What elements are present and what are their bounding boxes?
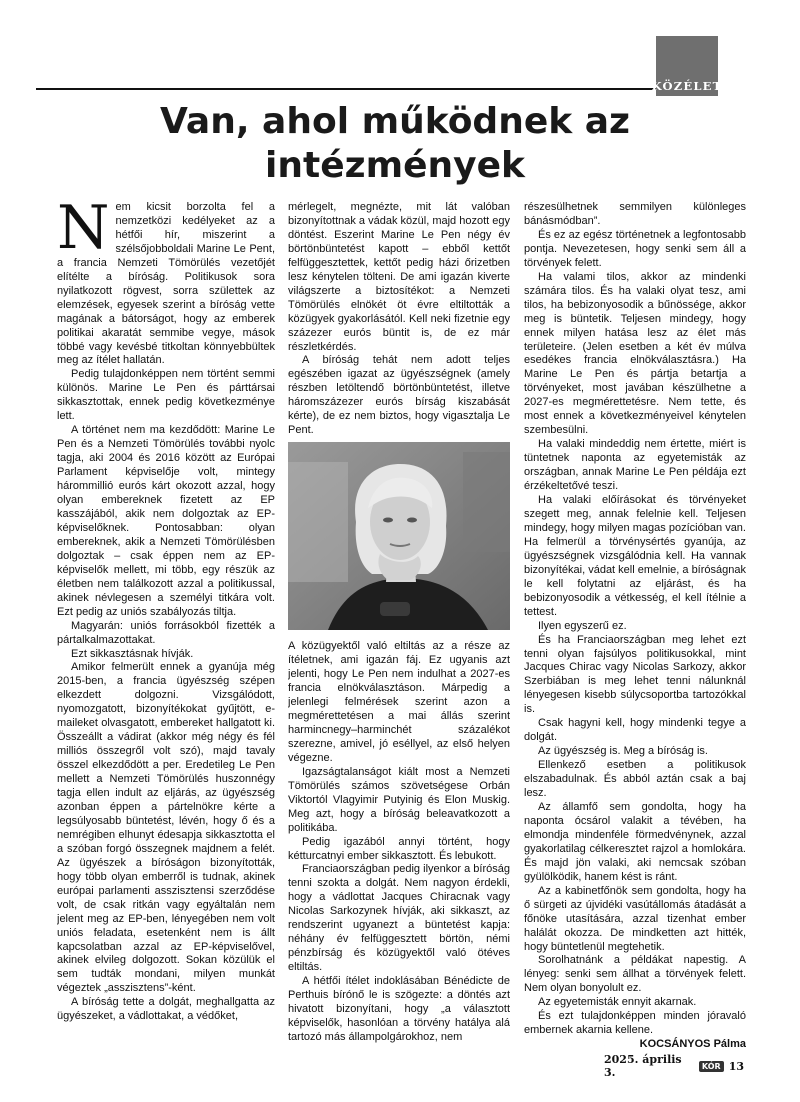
article-paragraph: A bíróság tette a dolgát, meghallgatta az ügyészeket, a vádlottakat, a védőket, [57, 996, 275, 1023]
article-paragraph: Pedig tulajdonképpen nem történt semmi különös. Marine Le Pen és párttársai sikkasztottak, ennek pedig következménye lett. [57, 368, 275, 423]
article-paragraph: Ha valami tilos, akkor az mindenki számára tilos. És ha valaki olyat tesz, ami tilos, ha bebizonyosodik a bűnössége, akkor meg is büntetik. Teljesen mindegy, hogy ennek milyen hatása lesz az élet más területeire. (Jelen esetben a két év múlva esedékes francia elnökválasztásra.) Ha Marine Le Pen és pártja betartja a törvényeket, most javában készülhetne a 2027-es megmérettetésre. Nem tette, és most ennek a következményeivel kénytelen szembesülni. [524, 270, 746, 437]
article-paragraph: És ez az egész történetnek a legfontosabb pontja. Nevezetesen, hogy senki sem áll a törvények felett. [524, 228, 746, 269]
page-number: 13 [728, 1059, 744, 1073]
article-paragraph: Franciaországban pedig ilyenkor a bíróság tenni szokta a dolgát. Nem nagyon érdekli, hogy a vádlottat Jacques Chiracnak vagy Nicolas Sarkozynek hívják, aki sikkaszt, az rendszerint ugyanezt a büntetést kapja: néhány év felfüggesztett börtön, némi pénzbírság és közügyektől való ötéves eltiltás. [288, 863, 510, 974]
article-paragraph: Magyarán: uniós forrásokból fizették a pártalkalmazottakat. [57, 619, 275, 646]
section-label: KÖZÉLET [651, 79, 723, 93]
article-paragraph: Ha valaki mindeddig nem értette, miért is tüntetnek naponta az egyetemisták az országban, annak Marine Le Pen példája ezt érzékeltetővé teszi. [524, 438, 746, 493]
publication-logo: KÓR [699, 1061, 724, 1072]
article-paragraph: Igazságtalanságot kiált most a Nemzeti Tömörülés számos szövetségese Orbán Viktortól Vlagyimir Putyinig és Elon Muskig. Meg azt, hogy a bíróság beleavatkozott a politikába. [288, 765, 510, 834]
article-paragraph: És ezt tulajdonképpen minden jóravaló embernek akarnia kellene. [524, 1010, 746, 1037]
article-paragraph: Az a kabinetfőnök sem gondolta, hogy ha ő sürgeti az újvidéki vasútállomás átadását a főnöke utasítására, azzal tizenhat ember halálát okozza. De mindketten azt hitték, hogy büntetlenül megtehetik. [524, 884, 746, 953]
article-paragraph: Az államfő sem gondolta, hogy ha naponta ócsárol valakit a tévében, ha elmondja mindenféle förmedvénynek, azzal gyakorlatilag célkeresztet rajzol a homlokára. És majd jön valaki, aki nemcsak szóban gyülölködik, hanem kést is ránt. [524, 800, 746, 883]
article-paragraph: Ellenkező esetben a politikusok elszabadulnak. És abból aztán csak a baj lesz. [524, 759, 746, 800]
article-paragraph: A történet nem ma kezdődött: Marine Le Pen és a Nemzeti Tömörülés további nyolc tagja, aki 2004 és 2016 között az Európai Parlament képviselője volt, mintegy hárommillió eurós kárt okozott azzal, hogy olyan embereknek fizetett az EP kasszájából, akik nem dolgoztak az EP-képviselőknek. Pontosabban: olyan embereknek, akik a Nemzeti Tömörülésben dolgoztak – csak éppen nem az EP-képviselők mellett, mi több, egy részük az életben nem találkozott azzal a politikussal, akinek névlegesen a személyi titkára volt. Ezt pedig az uniós szabályozás tiltja. [57, 424, 275, 618]
article-photo [288, 442, 510, 630]
article-column-1 [57, 201, 275, 1061]
article-paragraph: Az ügyészség is. Meg a bíróság is. [538, 745, 708, 758]
article-paragraph [57, 201, 275, 368]
article-paragraph: A közügyektől való eltiltás az a része az ítéletnek, ami igazán fáj. Ez ugyanis azt jelenti, hogy Le Pen nem indulhat a 2027-es francia elnökválasztáson. Márpedig a jelenlegi felmérések szerint azon a megmérettetésen a mai állás szerint harmincnegy–harminchét százalékot szerezne, amivel, jó eséllyel, az első helyen végezne. [288, 640, 510, 764]
article-paragraph: Amikor felmerült ennek a gyanúja még 2015-ben, a francia ügyészség szépen elkezdett dolgozni. Vizsgálódott, nyomozgatott, bizonyítékokat gyűjtött, e-maileket olvasgatott, embereket hallgatott ki. Összeállt a vádirat (akkor még négy és fél milliós összegről volt szó), majd tavaly összel elkezdődött a per. Eredetileg Le Pen mellett a Nemzeti Tömörülés huszonnégy tagja ellen indult az eljárás, az ügyészség azonban éppen a pártelnökre kérte a legsúlyosabb büntetést, lévén, hogy ő és a nemrégiben elhunyt édesapja sikkasztotta el a szóban forgó összegnek majdnem a felét. Az ügyészek a bíróságon bizonyították, hogy több olyan emberről is tudnak, akinek európai parlamenti asszisztensi szerződése volt, de csak ritkán vagy egyáltalán nem jelent meg az EP-ben, lényegében nem volt uniós feladata, esetenként nem is állt kapcsolatban azzal az EP-képviselővel, akinek elvileg dolgozott. Sokan közülük el sem tudták mondani, milyen munkát végeztek „asszisztens”-ként. [57, 661, 275, 995]
article-paragraph: részesülhetnek semmilyen különleges bánásmódban”. [524, 201, 746, 227]
headline: Van, ahol működnek az intézmények [160, 101, 630, 186]
article-paragraph: A bíróság tehát nem adott teljes egészében igazat az ügyészségnek (amely részben letöltendő börtönbüntetést, illetve háromszázezer eurós bírság kiszabását kérte), de ez nem biztos, hogy vigasztalja Le Pent. [288, 354, 510, 437]
article-paragraph: Ezt sikkasztásnak hívják. [71, 647, 194, 660]
page-footer [604, 1053, 744, 1079]
header-rule [36, 88, 714, 90]
section-tab [651, 36, 723, 96]
article-paragraph: És ha Franciaországban meg lehet ezt tenni olyan fajsúlyos politikusokkal, mint Jacques Chirac vagy Nicolas Sarkozy, akkor Szerbiában is meg lehet tenni nálunknál lényegesen kisebb súlycsoportba tartozókkal is. [524, 633, 746, 716]
article-paragraph: mérlegelt, megnézte, mit lát valóban bizonyítottnak a vádak közül, majd hozott egy döntést. Eszerint Marine Le Pen négy év börtönbüntetést kapott – ebből kettőt felfüggesztettek, kettőt pedig házi őrizetben lesz kénytelen tölteni. De ami igazán kiverte világszerte a biztosítékot: a Nemzeti Tömörülés elnökét öt évre eltiltották a közügyek gyakorlásától. Kell neki fizetnie egy százezer eurós büntit is, de ez már részletkérdés. [288, 201, 510, 353]
article-paragraph: Ha valaki előírásokat és törvényeket szegett meg, annak felelnie kell. Teljesen mindegy, hogy milyen magas pozícióban van. Ha felmerül a törvénysértés gyanúja, az ügyészségnek vizsgálódnia kell. Ha vannak bizonyítékai, vádat kell emelnie, a bíróságnak le kell folytatni az eljárást, és ha bebizonyosodik a vétkesség, el kell ítélnie a tettest. [524, 494, 746, 618]
article-column-2 [288, 201, 510, 1061]
dropcap: N [57, 201, 110, 263]
article-paragraph: Pedig igazából annyi történt, hogy kétturcatnyi ember sikkasztott. És lebukott. [288, 835, 510, 862]
article-paragraph: A hétfői ítélet indoklásában Bénédicte de Perthuis bírónő le is szögezte: a döntés azt hivatott bizonyítani, hogy „a választott képviselők, hasonlóan a törvény hatálya alá tartozó más állampolgárokhoz, nem [288, 975, 510, 1043]
article-paragraph: Sorolhatnánk a példákat napestig. A lényeg: senki sem állhat a törvények felett. Nem olyan bonyolult ez. [524, 954, 746, 995]
issue-date: 2025. április 3. [604, 1053, 682, 1079]
article-column-3 [524, 201, 746, 1061]
portrait-photo [288, 442, 510, 630]
paragraph-text: em kicsit borzolta fel a nemzetközi kedélyeket az a hétfői hír, miszerint a szélsőjobboldali Marine Le Pent, a francia Nemzeti Tömörülés vezetőjét elítélte a bíróság. Politikusok sora nyilatkozott rögvest, sorra születtek az elemzések, egyesek szerint a bíróság vette magának a bátorságot, hogy az emberek politikai akaratát semmibe vegye, mások többé vagy kevésbé titkoltan könnyebbültek meg az ítélet hallatán. [57, 201, 275, 367]
author-signature: KOCSÁNYOS Pálma [639, 1038, 746, 1051]
article-paragraph: Az egyetemisták ennyit akarnak. [538, 996, 697, 1009]
article-paragraph: Ilyen egyszerű ez. [538, 619, 627, 632]
article-paragraph: Csak hagyni kell, hogy mindenki tegye a dolgát. [524, 717, 746, 744]
